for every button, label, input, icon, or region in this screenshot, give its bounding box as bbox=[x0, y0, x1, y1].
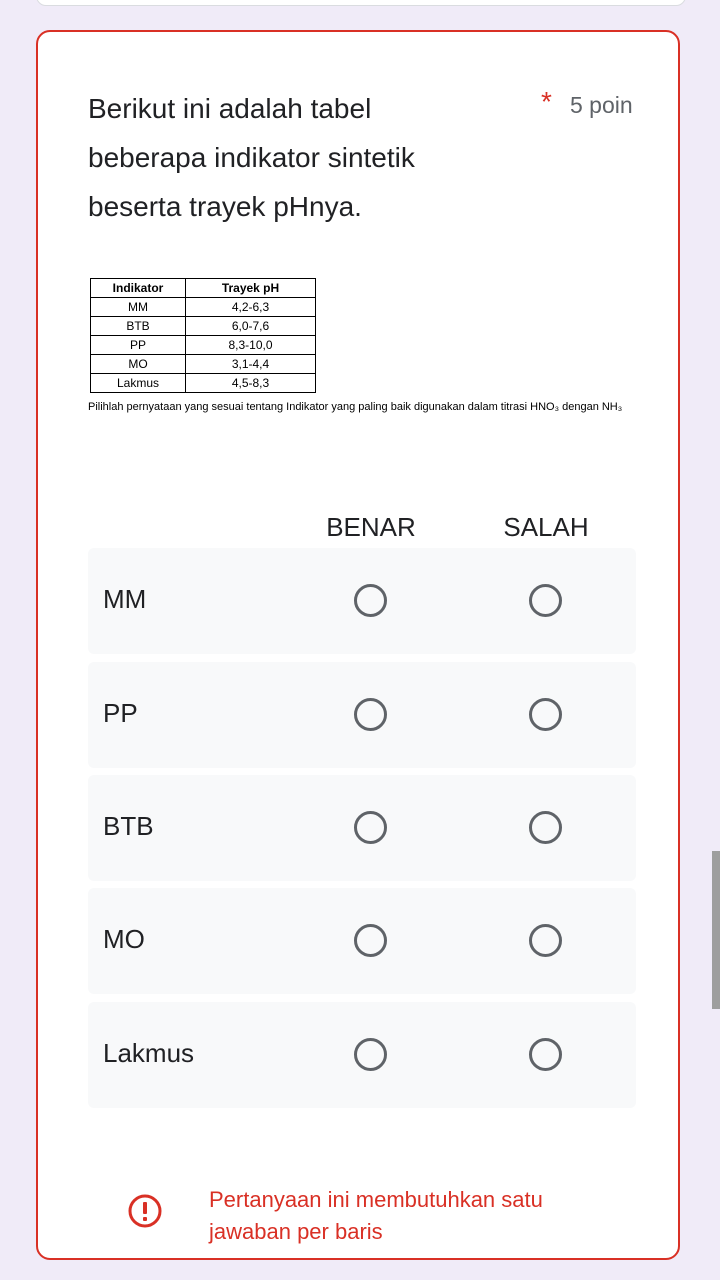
row-label: MM bbox=[103, 584, 147, 614]
image-caption: Pilihlah pernyataan yang sesuai tentang Indikator yang paling baik digunakan dalam titrasi HNO₃ dengan NH₃ bbox=[88, 401, 623, 413]
radio-lakmus-salah[interactable] bbox=[529, 1038, 562, 1071]
radio-mm-salah[interactable] bbox=[529, 584, 562, 617]
table-cell: BTB bbox=[91, 317, 186, 336]
question-title: Berikut ini adalah tabel beberapa indikator sintetik beserta trayek pHnya. bbox=[88, 93, 415, 222]
table-cell: 6,0-7,6 bbox=[186, 317, 316, 336]
radio-mo-benar[interactable] bbox=[354, 924, 387, 957]
row-label: PP bbox=[103, 698, 138, 728]
required-indicator: * bbox=[541, 86, 552, 117]
radio-mo-salah[interactable] bbox=[529, 924, 562, 957]
table-cell: MM bbox=[91, 298, 186, 317]
table-header-cell: Trayek pH bbox=[186, 279, 316, 298]
question-image bbox=[88, 278, 648, 434]
table-row bbox=[91, 336, 316, 355]
table-row bbox=[91, 355, 316, 374]
table-cell: 3,1-4,4 bbox=[186, 355, 316, 374]
radio-pp-salah[interactable] bbox=[529, 698, 562, 731]
radio-btb-salah[interactable] bbox=[529, 811, 562, 844]
radio-lakmus-benar[interactable] bbox=[354, 1038, 387, 1071]
row-label: BTB bbox=[103, 811, 154, 841]
table-cell: MO bbox=[91, 355, 186, 374]
table-cell: 4,5-8,3 bbox=[186, 374, 316, 393]
table-cell: Lakmus bbox=[91, 374, 186, 393]
column-header-salah: SALAH bbox=[503, 512, 589, 542]
grid-row-mm bbox=[88, 548, 636, 654]
points-label: 5 poin bbox=[570, 92, 633, 118]
row-label: MO bbox=[103, 924, 145, 954]
table-row bbox=[91, 317, 316, 336]
radio-btb-benar[interactable] bbox=[354, 811, 387, 844]
grid-row-btb bbox=[88, 775, 636, 881]
indicator-table bbox=[90, 278, 316, 393]
column-header-benar: BENAR bbox=[326, 512, 416, 542]
error-message: Pertanyaan ini membutuhkan satu jawaban per baris bbox=[209, 1187, 543, 1244]
grid-row-pp bbox=[88, 662, 636, 768]
grid-row-lakmus bbox=[88, 1002, 636, 1108]
table-row bbox=[91, 374, 316, 393]
scrollbar-thumb[interactable] bbox=[712, 851, 720, 1009]
previous-question-card bbox=[36, 0, 686, 6]
table-cell: PP bbox=[91, 336, 186, 355]
table-header-row bbox=[91, 279, 316, 298]
table-header-cell: Indikator bbox=[91, 279, 186, 298]
question-card bbox=[36, 30, 680, 1260]
error-icon bbox=[128, 1194, 162, 1228]
row-label: Lakmus bbox=[103, 1038, 195, 1068]
table-cell: 4,2-6,3 bbox=[186, 298, 316, 317]
radio-mm-benar[interactable] bbox=[354, 584, 387, 617]
grid-row-mo bbox=[88, 888, 636, 994]
radio-pp-benar[interactable] bbox=[354, 698, 387, 731]
validation-error bbox=[88, 1182, 636, 1262]
table-cell: 8,3-10,0 bbox=[186, 336, 316, 355]
table-row bbox=[91, 298, 316, 317]
